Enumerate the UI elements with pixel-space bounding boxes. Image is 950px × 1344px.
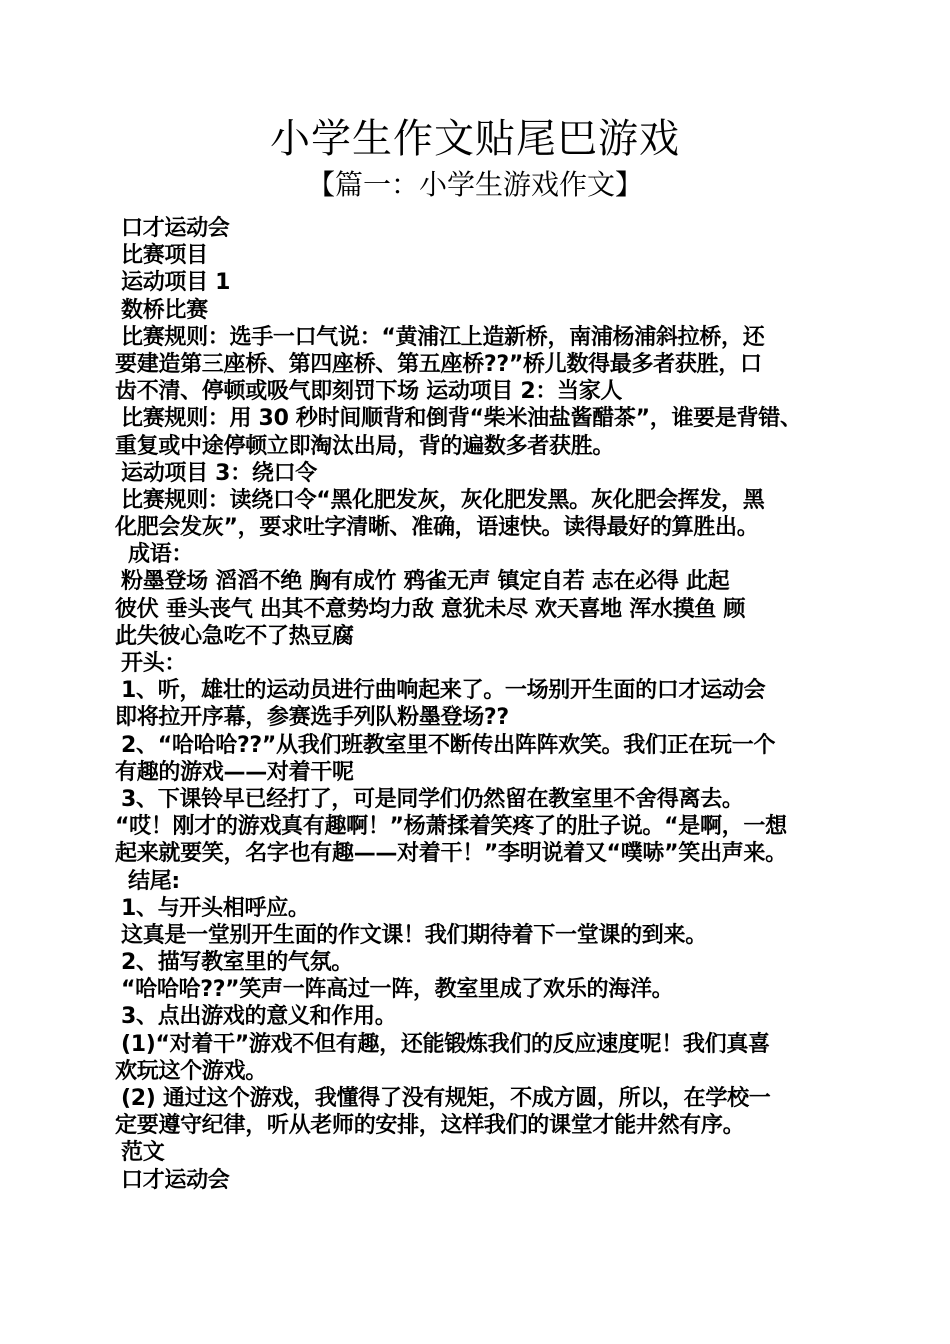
body-line: 要建造第三座桥、第四座桥、第五座桥??”桥儿数得最多者获胜，口 [115,351,762,377]
body-line: 有趣的游戏——对着干呢 [115,759,354,785]
body-line: 起来就要笑，名字也有趣——对着干！”李明说着又“噗哧”笑出声来。 [115,841,787,867]
body-line: 齿不清、停顿或吸气即刻罚下场 运动项目 2：当家人 [115,379,623,405]
document-title: 小学生作文贴尾巴游戏 [270,116,680,162]
body-line: 彼伏 垂头丧气 出其不意势均力敌 意犹未尽 欢天喜地 浑水摸鱼 顾 [115,596,746,622]
body-line: “哎！刚才的游戏真有趣啊！”杨萧揉着笑疼了的肚子说。“是啊，一想 [115,814,787,840]
body-line: 2、“哈哈哈??”从我们班教室里不断传出阵阵欢笑。我们正在玩一个 [121,732,776,758]
body-line: 比赛规则：读绕口令“黑化肥发灰，灰化肥发黑。灰化肥会挥发，黑 [121,487,765,513]
body-line: 成语： [128,542,194,568]
body-line: 1、听，雄壮的运动员进行曲响起来了。一场别开生面的口才运动会 [121,678,766,704]
body-line: 2、描写教室里的气氛。 [121,950,354,976]
body-line: 口才运动会 [121,216,230,241]
document-subtitle: 【篇一：小学生游戏作文】 [306,168,643,201]
body-line: (1)“对着干”游戏不但有趣，还能锻炼我们的反应速度呢！我们真喜 [121,1031,770,1057]
body-line: (2) 通过这个游戏，我懂得了没有规矩，不成方圆，所以，在学校一 [121,1086,771,1111]
body-line: 即将拉开序幕，参赛选手列队粉墨登场?? [115,705,509,731]
body-line: 数桥比赛 [121,297,208,323]
body-line: 1、与开头相呼应。 [121,895,310,921]
body-line: 3、下课铃早已经打了，可是同学们仍然留在教室里不舍得离去。 [121,786,744,812]
body-line: 比赛规则：选手一口气说：“黄浦江上造新桥，南浦杨浦斜拉桥，还 [121,324,765,350]
body-line: 此失彼心急吃不了热豆腐 [115,623,354,649]
body-line: 结尾: [128,868,180,894]
body-line: 3、点出游戏的意义和作用。 [121,1004,397,1030]
body-line: 化肥会发灰”，要求吐字清晰、准确，语速快。读得最好的算胜出。 [115,515,759,541]
body-line: 重复或中途停顿立即淘汰出局，背的遍数多者获胜。 [115,433,615,459]
body-line: 比赛规则：用 30 秒时间顺背和倒背“柴米油盐酱醋茶”，谁要是背错、 [121,406,802,432]
body-line: “哈哈哈??”笑声一阵高过一阵，教室里成了欢乐的海洋。 [121,977,674,1003]
body-line: 口才运动会 [121,1167,230,1193]
document-body [115,215,840,1194]
body-line: 这真是一堂别开生面的作文课！我们期待着下一堂课的到来。 [121,922,707,948]
body-line: 范文 [121,1140,165,1166]
body-line: 定要遵守纪律，听从老师的安排，这样我们的课堂才能井然有序。 [115,1113,745,1139]
body-line: 运动项目 3：绕口令 [121,460,317,486]
body-line: 粉墨登场 滔滔不绝 胸有成竹 鸦雀无声 镇定自若 志在必得 此起 [121,569,730,595]
body-line: 开头： [121,651,187,676]
body-line: 运动项目 1 [121,270,231,296]
body-line: 比赛项目 [121,243,208,269]
body-line: 欢玩这个游戏。 [115,1058,267,1084]
